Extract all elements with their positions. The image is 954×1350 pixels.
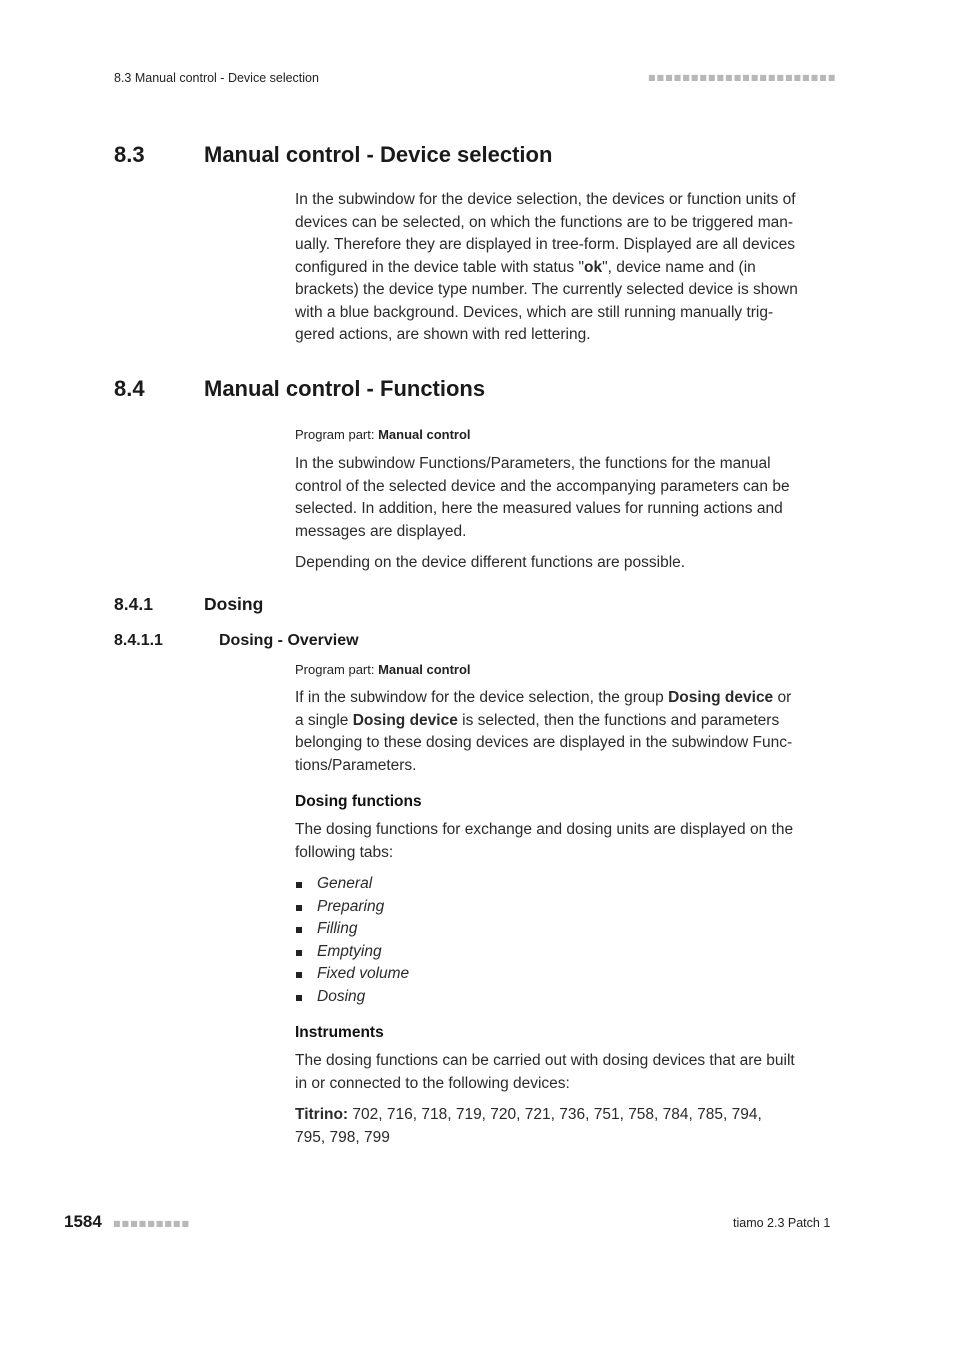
list-item: Fixed volume — [295, 963, 835, 986]
text-line: If in the subwindow for the device selection, the group Dosing device or — [295, 689, 792, 706]
bullet-icon — [296, 972, 302, 978]
section-title: Dosing - Overview — [219, 632, 359, 649]
section-heading-8-4-1-1 — [114, 632, 834, 654]
bullet-icon — [296, 927, 302, 933]
text-line: messages are displayed. — [295, 522, 467, 540]
section-number: 8.4.1 — [114, 594, 153, 614]
program-part: Program part: Manual control — [295, 427, 471, 442]
section-title: Manual control - Functions — [204, 376, 486, 401]
list-item: Dosing — [295, 986, 835, 1009]
program-part: Program part: Manual control — [295, 662, 471, 677]
text-line: devices can be selected, on which the functions are to be triggered man- — [295, 213, 794, 231]
text-line: belonging to these dosing devices are displayed in the subwindow Func- — [295, 734, 793, 751]
bullet-icon — [296, 882, 302, 888]
text-line: configured in the device table with status "ok", device name and (in — [295, 258, 756, 276]
text-line: The dosing functions for exchange and dosing units are displayed on the — [295, 821, 794, 838]
text-line: in or connected to the following devices: — [295, 1074, 570, 1092]
text-line: a single Dosing device is selected, then the functions and parameters — [295, 711, 780, 729]
list-item: Preparing — [295, 896, 835, 919]
header-decoration: ■■■■■■■■■■■■■■■■■■■■■■ — [648, 73, 837, 82]
text-line: following tabs: — [295, 843, 394, 861]
list-item: Emptying — [295, 941, 835, 964]
text-line: selected. In addition, here the measured values for running actions and — [295, 500, 783, 517]
text-line: ually. Therefore they are displayed in tree-form. Displayed are all devices — [295, 236, 795, 253]
section-8-4-1-1-intro — [295, 687, 835, 777]
section-title: Manual control - Device selection — [204, 142, 553, 167]
section-number: 8.4.1.1 — [114, 632, 163, 649]
dosing-functions-text — [295, 819, 835, 864]
running-header: 8.3 Manual control - Device selection — [114, 71, 319, 85]
product-name: tiamo 2.3 Patch 1 — [733, 1216, 831, 1230]
instruments-text — [295, 1050, 835, 1095]
footer-decoration: ■■■■■■■■■ — [113, 1219, 191, 1228]
text-line: with a blue background. Devices, which are still running manually trig- — [295, 303, 774, 321]
text-line: The dosing functions can be carried out with dosing devices that are built — [295, 1052, 795, 1069]
section-8-4-note: Depending on the device different functions are possible. — [295, 554, 686, 571]
text-line: brackets) the device type number. The currently selected device is shown — [295, 281, 798, 298]
section-8-4-paragraph — [295, 453, 835, 543]
section-number: 8.4 — [114, 376, 145, 401]
instruments-heading: Instruments — [295, 1024, 384, 1041]
section-heading-8-3 — [114, 142, 834, 172]
bullet-icon — [296, 995, 302, 1001]
text-line: In the subwindow Functions/Parameters, the functions for the manual — [295, 455, 771, 472]
list-item: General — [295, 873, 835, 896]
dosing-functions-heading: Dosing functions — [295, 793, 422, 810]
section-heading-8-4 — [114, 376, 834, 406]
text-line: 795, 798, 799 — [295, 1128, 390, 1146]
text-line: gered actions, are shown with red lettering. — [295, 326, 591, 343]
text-line: tions/Parameters. — [295, 756, 417, 774]
text-line: In the subwindow for the device selection, the devices or function units of — [295, 191, 796, 208]
section-heading-8-4-1 — [114, 594, 834, 618]
page-number: 1584 — [64, 1212, 102, 1231]
section-8-3-paragraph — [295, 189, 835, 347]
list-item: Filling — [295, 918, 835, 941]
text-line: Titrino: 702, 716, 718, 719, 720, 721, 736, 751, 758, 784, 785, 794, — [295, 1106, 762, 1123]
dosing-tabs-list — [295, 873, 835, 1008]
titrino-list — [295, 1104, 835, 1149]
titrino-label: Titrino: — [295, 1106, 349, 1123]
text-line: control of the selected device and the accompanying parameters can be — [295, 477, 790, 495]
bullet-icon — [296, 950, 302, 956]
section-title: Dosing — [204, 594, 264, 614]
bullet-icon — [296, 905, 302, 911]
status-ok: ok — [583, 258, 603, 276]
section-number: 8.3 — [114, 142, 145, 167]
